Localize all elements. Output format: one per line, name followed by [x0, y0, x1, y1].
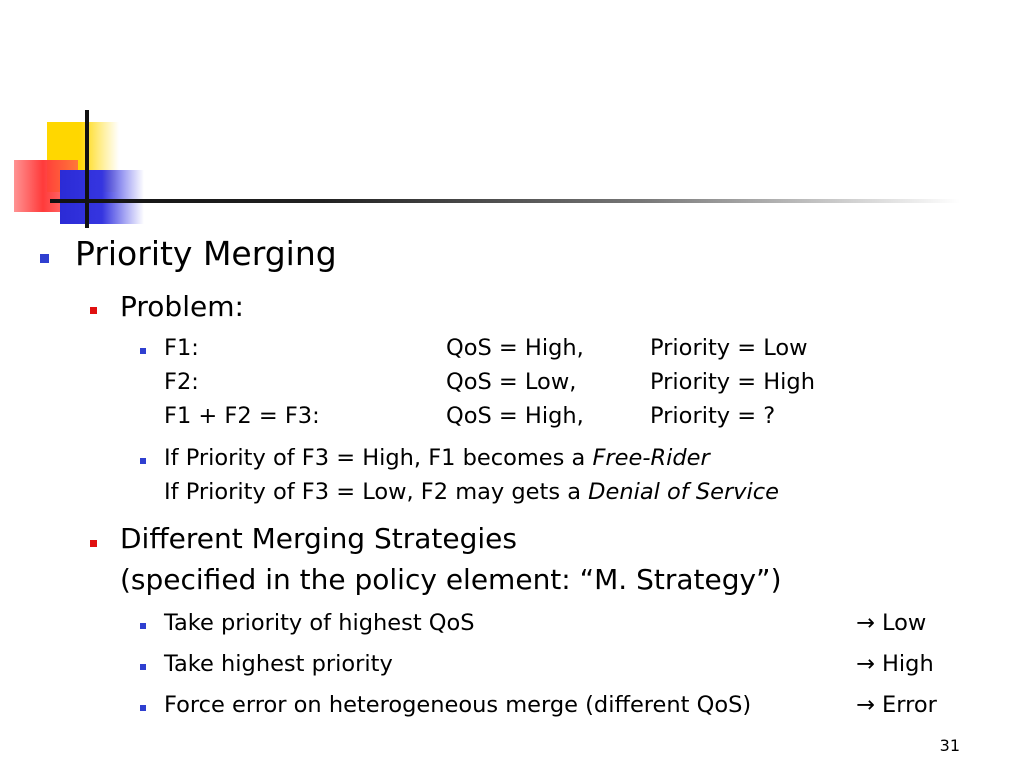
strategy-text: Take priority of highest QoS — [164, 610, 475, 636]
flow-qos: QoS = Low, — [446, 369, 577, 395]
title-bullet: Priority Merging — [75, 234, 337, 273]
case-text: If Priority of F3 = High, F1 becomes a — [164, 445, 593, 471]
bullet-square-icon — [140, 664, 146, 670]
bullet-square-icon — [90, 307, 97, 314]
flow-priority: Priority = Low — [650, 335, 808, 361]
case-emphasis: Denial of Service — [588, 479, 780, 505]
strategy-result: → Low — [856, 610, 927, 636]
bullet-square-icon — [140, 705, 146, 711]
decor-horizontal-rule — [50, 199, 960, 203]
case-emphasis: Free-Rider — [592, 445, 710, 471]
flow-priority: Priority = High — [650, 369, 815, 395]
strategies-sublabel: (specified in the policy element: “M. Strategy”) — [120, 563, 782, 596]
strategy-text: Force error on heterogeneous merge (different QoS) — [164, 692, 752, 718]
flow-priority: Priority = ? — [650, 403, 776, 429]
case-line — [164, 445, 710, 471]
strategy-result: → High — [856, 651, 934, 677]
page-number: 31 — [939, 736, 960, 755]
bullet-square-icon — [140, 623, 146, 629]
strategy-result: → Error — [856, 692, 937, 718]
flow-name: F1: — [164, 335, 199, 361]
strategies-label: Different Merging Strategies — [120, 522, 517, 555]
flow-qos: QoS = High, — [446, 335, 584, 361]
case-text: If Priority of F3 = Low, F2 may gets a — [164, 479, 589, 505]
bullet-square-icon — [140, 348, 146, 354]
decor-blue-square — [60, 170, 144, 224]
bullet-square-icon — [40, 254, 49, 263]
problem-label: Problem: — [120, 290, 244, 323]
flow-qos: QoS = High, — [446, 403, 584, 429]
flow-name: F2: — [164, 369, 199, 395]
flow-name: F1 + F2 = F3: — [164, 403, 320, 429]
strategy-text: Take highest priority — [164, 651, 393, 677]
case-line — [164, 479, 779, 505]
bullet-square-icon — [90, 540, 97, 547]
decor-vertical-line — [85, 110, 89, 228]
bullet-square-icon — [140, 458, 146, 464]
